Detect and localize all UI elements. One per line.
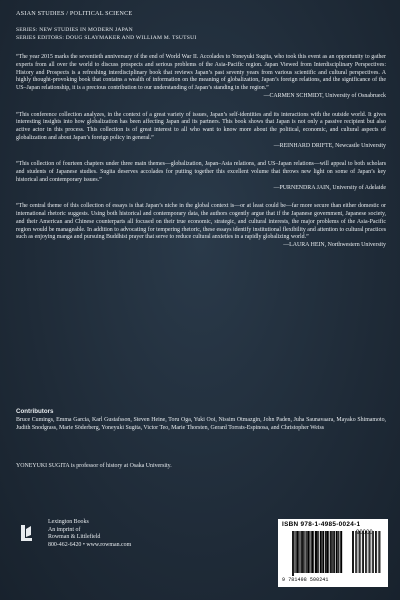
footer bbox=[16, 519, 386, 589]
price-code: 90000 bbox=[356, 530, 373, 536]
barcode-bar bbox=[338, 531, 339, 573]
review-schmidt bbox=[16, 54, 386, 101]
barcode-bar bbox=[305, 531, 306, 573]
barcode-bar bbox=[316, 531, 317, 573]
barcode-bar bbox=[360, 531, 361, 573]
barcode-bar bbox=[356, 531, 357, 573]
barcode-bar bbox=[322, 531, 323, 573]
barcode-bar bbox=[352, 531, 353, 573]
barcode-bar bbox=[317, 531, 318, 573]
publisher-contact: 800-462-6420 • www.rowman.com bbox=[48, 541, 132, 548]
barcode-bar bbox=[304, 531, 305, 573]
barcode-bar bbox=[310, 531, 311, 573]
barcode-bar bbox=[309, 531, 310, 573]
contributors-heading: Contributors bbox=[16, 408, 54, 415]
barcode-icon bbox=[282, 529, 384, 576]
barcode-bar bbox=[325, 531, 326, 573]
barcode-bar bbox=[380, 531, 381, 573]
review-attribution: —PURNENDRA JAIN, University of Adelaide bbox=[273, 184, 386, 191]
barcode-bar bbox=[369, 531, 370, 573]
barcode-bar bbox=[376, 531, 377, 573]
barcode-bar bbox=[340, 531, 341, 573]
lexington-books-logo-icon bbox=[16, 521, 36, 549]
barcode-bar bbox=[375, 531, 376, 573]
review-text: “This collection of fourteen chapters under three main themes—globalization, Japan–Asia relations, and US–Japan relations—will appeal to both scholars and students of Japanese studies. Sugita deserves accolades for putting together this excellent volume that throws new light on some of Japan’s key historical and contemporary issues.” bbox=[16, 161, 387, 183]
barcode-bar bbox=[321, 531, 322, 573]
editor-bio: YONEYUKI SUGITA is professor of history at Osaka University. bbox=[16, 463, 172, 469]
barcode-bar bbox=[334, 531, 335, 573]
barcode-area bbox=[278, 519, 388, 587]
barcode-bar bbox=[336, 531, 337, 573]
barcode-bar bbox=[302, 531, 303, 573]
review-attribution: —LAURA HEIN, Northwestern University bbox=[283, 242, 386, 248]
barcode-bar bbox=[365, 531, 366, 573]
barcode-bar bbox=[359, 531, 360, 573]
review-text: “The central theme of this collection of essays is that Japan’s niche in the global context is—or at least could be—far more secure than either domestic or international rhetoric suggests. Using both historical and contemporary data, the authors cogently argue that if the Japanese government, Japanese society, and their American and Chinese counterparts all focused on their true economic, strategic, and cultural interests, the major problems of the Asia-Pacific region would be manageable. In addition to advocating for tempering rhetoric, these essays identify institutional flexibility and attention to cultural practices such as enjoying manga and pursuing Buddhist prayer that serve to reduce cultural anxieties in a rapidly globalizing world.” bbox=[16, 203, 386, 241]
barcode-bar bbox=[294, 531, 295, 573]
publisher-name: Lexington Books bbox=[48, 519, 89, 525]
barcode-bar bbox=[312, 531, 313, 573]
barcode-bar bbox=[355, 531, 356, 573]
contributors-list: Bruce Cumings, Emma Garcia, Karl Gustafsson, Steven Heine, Toru Oga, Yuki Ooi, Nissim Otmazgin, John Paden, Juha Saunavaara, Mayako Shimamoto, Judith Snodgrass, Marie Söderberg, Yoneyuki Sugita, Victor Teo, Marie Thorsten, Gerard Torrats-Espinosa, and Christopher Weiss bbox=[16, 417, 386, 431]
barcode-bar bbox=[353, 531, 354, 573]
subject-category: ASIAN STUDIES / POLITICAL SCIENCE bbox=[16, 10, 133, 17]
barcode-bar bbox=[332, 531, 333, 573]
barcode-bar bbox=[295, 531, 296, 573]
header bbox=[16, 10, 386, 42]
review-text: “This conference collection analyzes, in the context of a great variety of issues, Japan’s self-identities and its interactions with the outside world. It gives interesting insights into how globalization has been affecting Japan and its partners. This book shows that Japan is not only a passive recipient but also active actor in this process. This collection is of great interest to all who want to know more about the political, economic, and cultural aspects of globalization and about Japan’s foreign policy in general.” bbox=[16, 111, 386, 141]
barcode-bar bbox=[313, 531, 314, 573]
publisher-info bbox=[48, 519, 131, 549]
barcode-bar bbox=[327, 531, 328, 573]
barcode-bar bbox=[328, 531, 329, 573]
barcode-bar bbox=[292, 531, 293, 576]
barcode-bar bbox=[301, 531, 302, 573]
barcode-bar bbox=[307, 531, 308, 573]
barcode-bar bbox=[341, 531, 342, 573]
contributors-section bbox=[16, 408, 386, 433]
barcode-bar bbox=[333, 531, 334, 573]
isbn-label: ISBN 978-1-4985-0024-1 bbox=[282, 521, 361, 528]
barcode-bar bbox=[373, 531, 374, 573]
series-name: SERIES: NEW STUDIES IN MODERN JAPAN bbox=[16, 27, 133, 33]
barcode-bar bbox=[363, 531, 364, 573]
imprint-parent: Rowman & Littlefield bbox=[48, 534, 101, 541]
review-jain bbox=[16, 161, 386, 192]
barcode-digits: 9 781498 500241 bbox=[282, 577, 329, 583]
series-editors: SERIES EDITORS: DOUG SLAYMAKER AND WILLIAM M. TSUTSUI bbox=[16, 35, 197, 41]
barcode-bar bbox=[370, 531, 371, 573]
barcode-bar bbox=[298, 531, 299, 573]
review-attribution: —REINHARD DRIFTE, Newcastle University bbox=[273, 142, 386, 149]
barcode-bar bbox=[318, 531, 319, 573]
barcode-bar bbox=[323, 531, 324, 573]
review-hein bbox=[16, 203, 386, 250]
reviews bbox=[16, 54, 386, 261]
barcode-bar bbox=[366, 531, 367, 573]
review-drifte bbox=[16, 112, 386, 151]
review-attribution: —CARMEN SCHMIDT, University of Osnabrueck bbox=[263, 92, 386, 99]
barcode-bar bbox=[299, 531, 300, 573]
barcode-bar bbox=[372, 531, 373, 573]
barcode-bar bbox=[362, 531, 363, 573]
imprint-line: An imprint of bbox=[48, 526, 81, 533]
barcode-bar bbox=[330, 531, 331, 573]
barcode-bar bbox=[378, 531, 379, 573]
review-text: “The year 2015 marks the seventieth anniversary of the end of World War II. Accolades to Yoneyuki Sugita, who took this event as an opportunity to gather experts from all over the world to discuss prospects and serious problems of the Asia-Pacific region. Japan Viewed from Interdisciplinary Perspectives: History and Prospects is a refreshing interdisciplinary book that reviews Japan’s past seventy years from various scientific and cultural perspectives. A highly thought-provoking book that contains a wealth of information on the meaning of globalization, Japan’s foreign relations, and the significance of the US–Japan relationship, it is a precious contribution to our understanding of Japan’s standing in the region.” bbox=[16, 54, 386, 91]
